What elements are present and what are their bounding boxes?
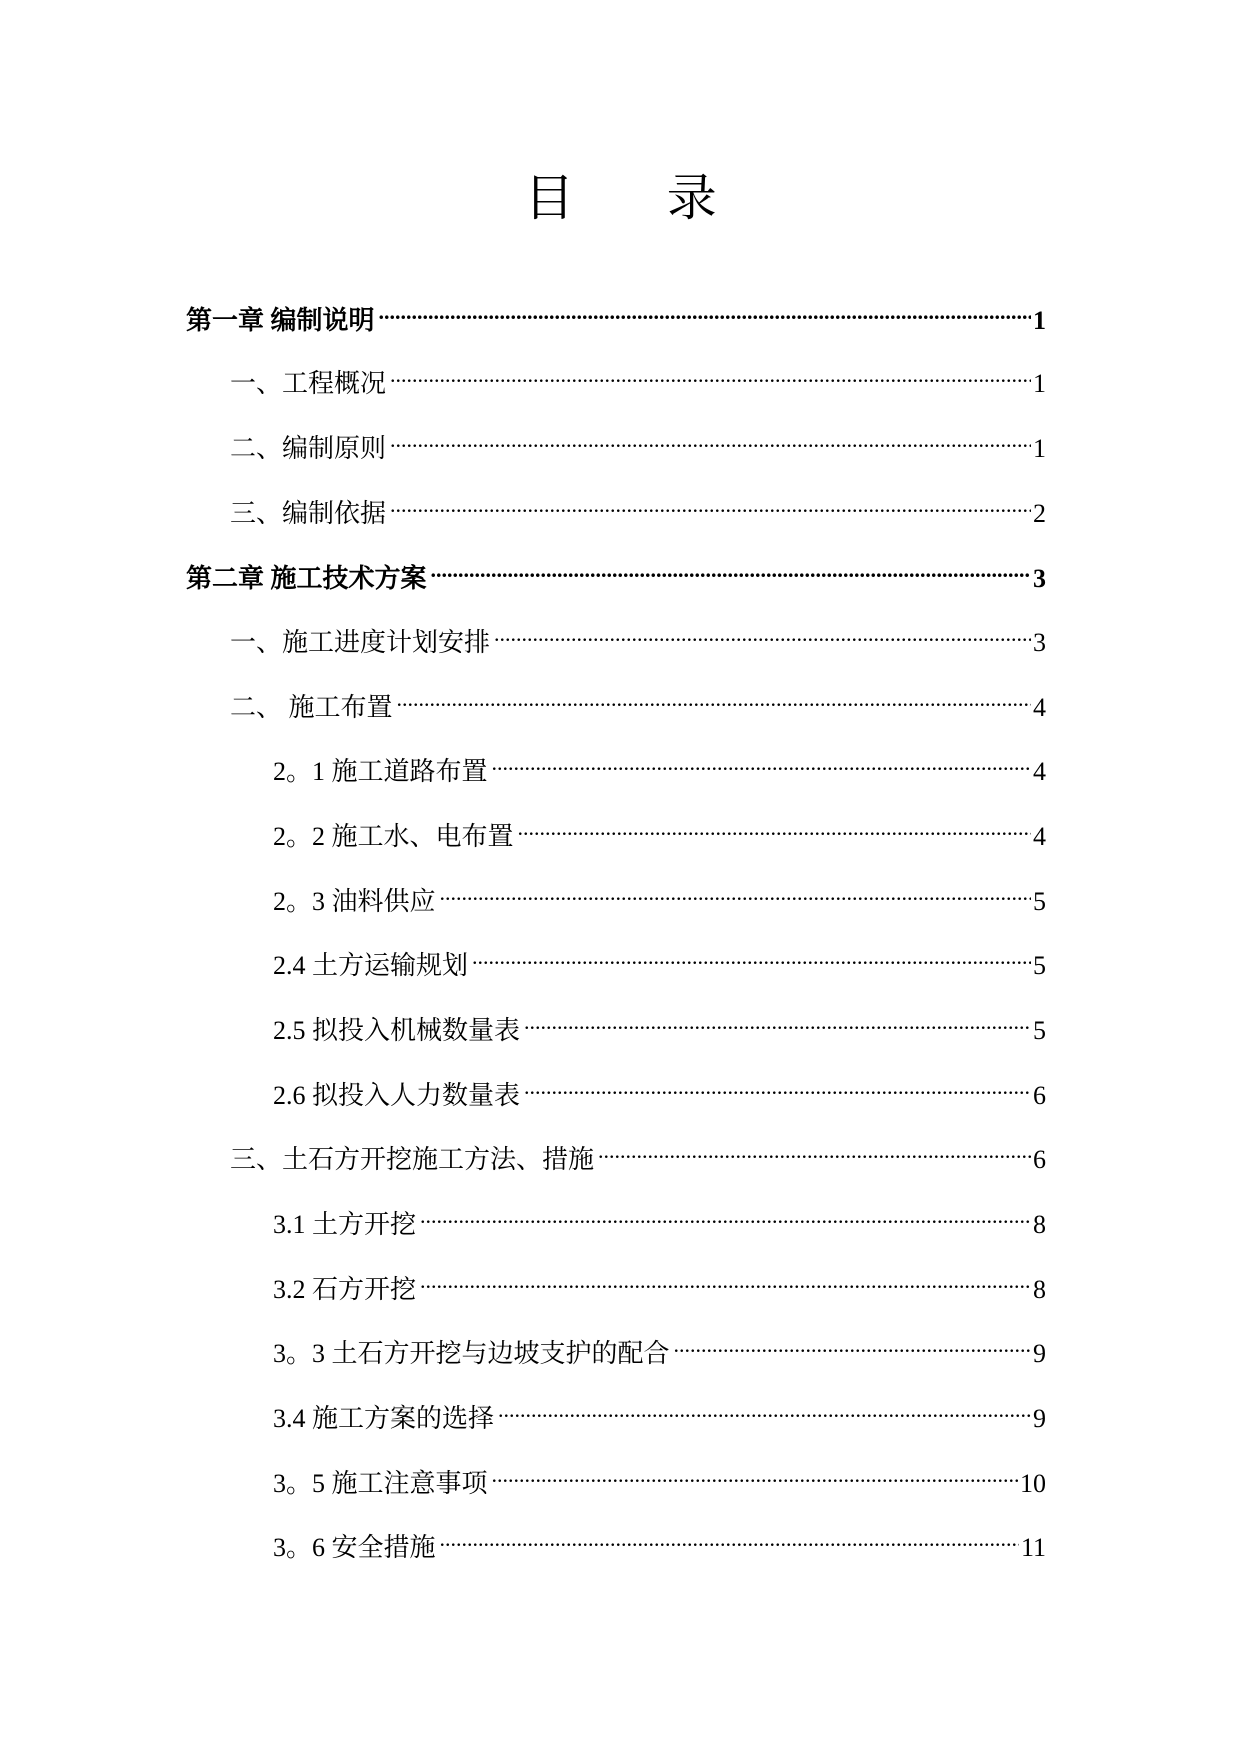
toc-entry-label: 2.5 拟投入机械数量表 <box>273 1016 521 1045</box>
toc-entry-label: 3。3 土石方开挖与边坡支护的配合 <box>273 1339 670 1368</box>
toc-entry-subsection[interactable] <box>273 940 1046 983</box>
toc-entry-subsection[interactable] <box>273 1070 1046 1113</box>
toc-entry-chapter[interactable] <box>186 295 1046 338</box>
toc-entry-subsection[interactable] <box>273 1005 1046 1048</box>
toc-entry-label: 2。2 施工水、电布置 <box>273 822 514 851</box>
toc-dot-leader <box>431 553 1031 587</box>
toc-entry-section[interactable] <box>230 358 1046 401</box>
toc-entry-section[interactable] <box>230 1134 1046 1177</box>
toc-entry-label: 3.1 土方开挖 <box>273 1210 417 1239</box>
toc-dot-leader <box>494 617 1031 651</box>
toc-entry-label: 一、施工进度计划安排 <box>230 628 491 657</box>
toc-entry-subsection[interactable] <box>273 1458 1046 1501</box>
toc-page-number: 9 <box>1033 1339 1046 1368</box>
toc-page-number: 1 <box>1033 369 1046 398</box>
toc-dot-leader <box>472 940 1031 974</box>
toc-dot-leader <box>492 1458 1018 1492</box>
toc-dot-leader <box>524 1070 1031 1104</box>
toc-dot-leader <box>390 358 1031 392</box>
toc-entry-label: 二、编制原则 <box>230 434 387 463</box>
toc-dot-leader <box>598 1134 1031 1168</box>
toc-entry-label: 三、土石方开挖施工方法、措施 <box>230 1145 595 1174</box>
toc-page-number: 4 <box>1033 822 1046 851</box>
toc-entry-section[interactable] <box>230 617 1046 660</box>
toc-entry-label: 第一章 编制说明 <box>186 306 375 335</box>
toc-page-number: 5 <box>1033 887 1046 916</box>
page-title: 目 录 <box>524 170 757 226</box>
toc-page-number: 3 <box>1033 628 1046 657</box>
toc-dot-leader <box>390 488 1031 522</box>
toc-page-number: 10 <box>1020 1469 1046 1498</box>
toc-entry-label: 2。1 施工道路布置 <box>273 757 488 786</box>
toc-entry-label: 2.6 拟投入人力数量表 <box>273 1081 521 1110</box>
toc-dot-leader <box>390 423 1031 457</box>
toc-entry-subsection[interactable] <box>273 1264 1046 1307</box>
toc-page-number: 6 <box>1033 1081 1046 1110</box>
toc-dot-leader <box>674 1328 1031 1362</box>
toc-entry-chapter[interactable] <box>186 553 1046 596</box>
toc-dot-leader <box>440 1522 1019 1556</box>
toc-entry-label: 二、 施工布置 <box>230 693 393 722</box>
toc-entry-label: 3.2 石方开挖 <box>273 1275 417 1304</box>
toc-page-number: 2 <box>1033 499 1046 528</box>
toc-entry-subsection[interactable] <box>273 1328 1046 1371</box>
toc-page-number: 1 <box>1033 306 1046 335</box>
toc-entry-label: 三、编制依据 <box>230 499 387 528</box>
toc-page-number: 9 <box>1033 1404 1046 1433</box>
toc-dot-leader <box>379 295 1031 329</box>
toc-entry-label: 3.4 施工方案的选择 <box>273 1404 495 1433</box>
toc-page-number: 4 <box>1033 757 1046 786</box>
toc-dot-leader <box>524 1005 1031 1039</box>
toc-entry-label: 一、工程概况 <box>230 369 387 398</box>
toc-entry-label: 2.4 土方运输规划 <box>273 951 469 980</box>
toc-dot-leader <box>397 682 1031 716</box>
toc-entry-section[interactable] <box>230 423 1046 466</box>
toc-entry-section[interactable] <box>230 488 1046 531</box>
toc-dot-leader <box>420 1264 1031 1298</box>
toc-page-number: 8 <box>1033 1210 1046 1239</box>
toc-page-number: 1 <box>1033 434 1046 463</box>
toc-entry-label: 2。3 油料供应 <box>273 887 436 916</box>
toc-dot-leader <box>518 811 1031 845</box>
toc-entry-label: 第二章 施工技术方案 <box>186 564 427 593</box>
toc-entry-subsection[interactable] <box>273 876 1046 919</box>
toc-entry-subsection[interactable] <box>273 1522 1046 1565</box>
toc-dot-leader <box>420 1199 1031 1233</box>
toc-page-number: 11 <box>1020 1533 1046 1562</box>
toc-dot-leader <box>492 746 1031 780</box>
toc-entry-label: 3。6 安全措施 <box>273 1533 436 1562</box>
toc-page-number: 5 <box>1033 951 1046 980</box>
toc-page-number: 4 <box>1033 693 1046 722</box>
toc-page-number: 3 <box>1033 564 1046 593</box>
toc-entry-subsection[interactable] <box>273 746 1046 789</box>
toc-entry-subsection[interactable] <box>273 1393 1046 1436</box>
toc-page-number: 5 <box>1033 1016 1046 1045</box>
toc-page-number: 8 <box>1033 1275 1046 1304</box>
toc-entry-subsection[interactable] <box>273 811 1046 854</box>
toc-dot-leader <box>498 1393 1031 1427</box>
toc-entry-section[interactable] <box>230 682 1046 725</box>
toc-page-number: 6 <box>1033 1145 1046 1174</box>
toc-entry-subsection[interactable] <box>273 1199 1046 1242</box>
toc-entry-label: 3。5 施工注意事项 <box>273 1469 488 1498</box>
toc-dot-leader <box>440 876 1031 910</box>
